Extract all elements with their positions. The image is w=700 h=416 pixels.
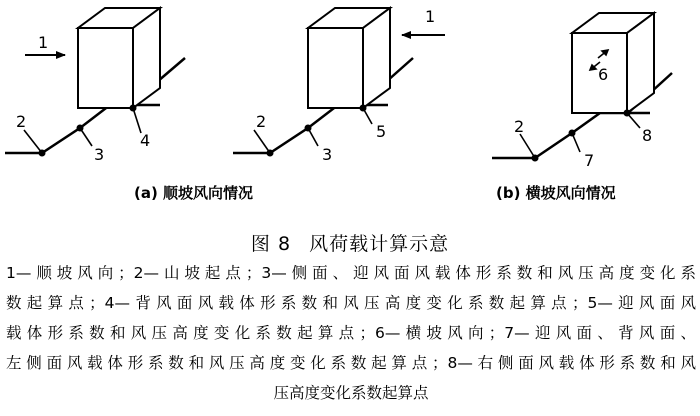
legend-line: 数起算点；4—背风面风载体形系数和风压高度变化系数起算点；5—迎风面风 [6,294,696,312]
label-8-b: 8 [642,126,653,145]
legend-line: 压高度变化系数起算点 [273,384,429,402]
label-2-a-left: 2 [16,112,27,131]
caption-a: (a) 顺坡风向情况 [134,184,254,202]
pointer-lines-a-left [24,108,141,153]
label-7-b: 7 [584,151,595,170]
label-6-b: 6 [598,65,609,84]
caption-b: (b) 横坡风向情况 [496,184,616,202]
label-1-a-left: 1 [38,33,49,52]
figure-number: 图 8 [250,233,292,255]
building-b [572,13,654,113]
label-4-a-left: 4 [140,131,151,150]
label-1-a-right: 1 [425,7,436,26]
points-a-left [39,105,137,157]
label-5-a-right: 5 [376,122,387,141]
points-a-right [267,105,367,157]
label-2-a-right: 2 [256,112,267,131]
figure-title [0,229,700,256]
legend-line: 载体形系数和风压高度变化系数起算点；6—横坡风向；7—迎风面、背风面、 [6,324,696,342]
building-a-left [78,8,160,108]
pointer-lines-b [520,113,640,158]
legend [6,258,696,408]
points-b [532,110,631,162]
pointer-lines-a-right [254,108,372,153]
label-3-a-right: 3 [322,145,333,164]
legend-line: 左侧面风载体形系数和风压高度变化系数起算点；8—右侧面风载体形系数和风 [6,354,696,372]
building-a-right [308,8,390,108]
label-3-a-left: 3 [94,145,105,164]
wind-load-diagram [0,0,700,200]
legend-line: 1—顺坡风向；2—山坡起点；3—侧面、迎风面风载体形系数和风压高度变化系 [6,264,696,282]
label-2-b: 2 [514,117,525,136]
figure-title-text: 风荷载计算示意 [309,233,450,255]
